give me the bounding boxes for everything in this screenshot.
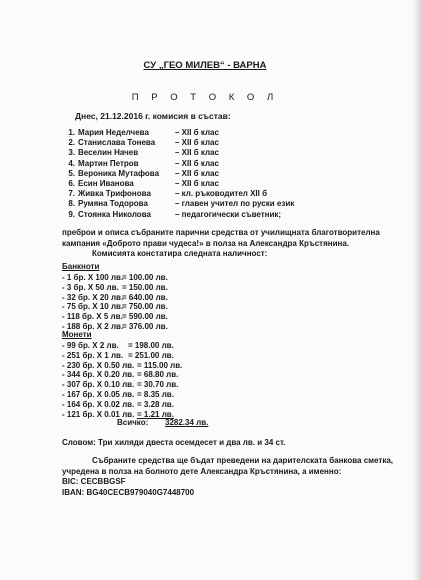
paragraph-line: Комисията констатира следната наличност: (92, 249, 268, 258)
banknotes-heading: Банкноти (62, 262, 100, 271)
list-item: 1. Мария Неделчева – XII б клас (68, 128, 219, 137)
amount-in-words: Словом: Три хиляди двеста осемдесет и два лв. и 34 ст. (62, 438, 286, 447)
bic-code: BIC: CECBBGSF (62, 477, 126, 486)
campaign-paragraph (62, 228, 407, 260)
iban-code: IBAN: BG40CECB979040G7448700 (62, 487, 195, 497)
list-item: 2. Станислава Тонева – XII б клас (68, 138, 219, 148)
total-value: 3282.34 лв. (165, 418, 209, 427)
list-item: 3. Веселин Начев – XII б клас (68, 148, 219, 158)
document-title: П Р О Т О К О Л (131, 92, 279, 103)
paragraph-line: кампания «Доброто прави чудеса!» в полза на Александра Кръстянина. (62, 238, 349, 248)
list-item: 6. Есин Иванова – XII б клас (68, 178, 219, 188)
list-item: 7. Живка Трифонова – кл. ръководител XII б (68, 189, 268, 199)
coins-heading: Монети (62, 330, 92, 339)
total-row (62, 418, 262, 428)
document-page: СУ „ГЕО МИЛЕВ“ - ВАРНА П Р О Т О К О Л Днес, 21.12.2016 г. комисия в състав: 1. Мария Неделчева – XII б клас 2. Станислава Тонева – XII б клас 3. Веселин Начев – XII б клас 4. Мартин Петров – XII б клас 5. Вероника Мутафова – XII б клас 6. Есин Иванова – XII б клас 7. Живка Трифонова – кл. ръководител XII б 8. Румяна Тодорова – главен учител по руски език 9. Стоянка Николова – педагогически съветник; преброи и описа събраните парични средства от училищната благотворителна кампания «Доброто прави чудеса!» в полза на Александра Кръстянина. Комисията констатира следната наличност: Банкноти - 1 бр. Х 100 лв. = 100.00 лв. - 3 бр. Х 50 лв. = 150.00 лв. - 32 бр. Х 20 лв. = 640.00 лв. - 75 бр. Х 10 лв. = 750.00 лв. - 118 бр. Х 5 лв. = 590.00 лв. - 188 бр. Х 2 лв. = 376.00 лв. Монети - 99 бр. Х 2 лв. = 198.00 лв. - 251 бр. Х 1 лв. = 251.00 лв. - 230 бр. Х 0.50 лв. = 115.00 лв. - 344 бр. Х 0.20 лв. = 68.80 лв. - 307 бр. Х 0.10 лв. = 30.70 лв. - 167 бр. Х 0.05 лв. = 8.35 лв. - 164 бр. Х 0.02 лв. = 3.28 лв. - 121 бр. Х 0.01 лв. = 1.21 лв. Всичко: 3282.34 лв. Словом: Три хиляди двеста осемдесет и два лв. и 34 ст. Събраните средства ще бъдат преведени на дарителската банкова сметка, учредена в полза на болното дете Александра Кръстянина, а именно: BIC: CECBBGSF IBAN: BG40CECB979040G7448700 (0, 0, 422, 580)
list-item: 5. Вероника Мутафова – XII б клас (68, 168, 219, 178)
list-item: 4. Мартин Петров – XII б клас (68, 158, 219, 168)
school-name: СУ „ГЕО МИЛЕВ“ - ВАРНА (143, 60, 267, 71)
list-item: 9. Стоянка Николова – педагогически съветник; (68, 209, 282, 219)
list-item: 8. Румяна Тодорова – главен учител по руски език (68, 199, 295, 209)
paragraph-line: преброи и описа събраните парични средства от училищната благотворителна (62, 228, 380, 237)
paragraph-line: Събраните средства ще бъдат преведени на дарителската банкова сметка, (92, 456, 393, 465)
total-label: Всичко: (117, 418, 149, 427)
transfer-paragraph (62, 456, 407, 498)
paragraph-line: учредена в полза на болното дете Александра Кръстянина, а именно: (62, 466, 342, 476)
page-edge-shadow (412, 0, 422, 580)
intro-line: Днес, 21.12.2016 г. комисия в състав: (75, 111, 231, 121)
commission-list (60, 128, 295, 220)
